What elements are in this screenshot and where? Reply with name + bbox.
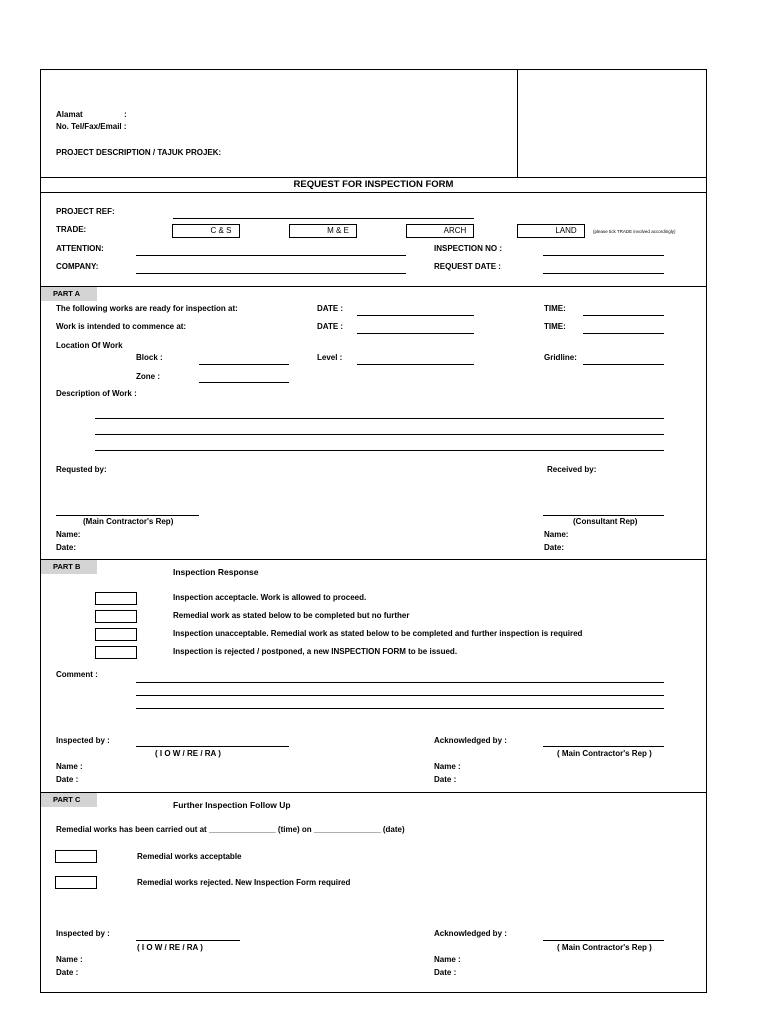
ready-date-field[interactable]	[357, 315, 474, 316]
part-b-acknowledged-signature-line[interactable]	[543, 746, 664, 747]
response-checkbox-4[interactable]	[95, 646, 137, 659]
comment-label: Comment :	[56, 670, 98, 679]
consultant-rep-caption: (Consultant Rep)	[573, 517, 638, 526]
project-ref-label: PROJECT REF:	[56, 207, 115, 216]
commence-time-field[interactable]	[583, 333, 664, 334]
part-b-inspected-signature-line[interactable]	[136, 746, 289, 747]
description-line-1[interactable]	[95, 418, 664, 419]
location-label: Location Of Work	[56, 341, 123, 350]
attention-label: ATTENTION:	[56, 244, 104, 253]
response-checkbox-2[interactable]	[95, 610, 137, 623]
trade-checkbox-land[interactable]	[517, 224, 585, 238]
zone-field[interactable]	[199, 382, 289, 383]
part-a-label: PART A	[41, 287, 97, 301]
part-c-date-left: Date :	[56, 968, 79, 977]
response-option-3: Inspection unacceptable. Remedial work as stated below to be completed and further inspection is required	[173, 629, 583, 638]
part-a-name-right: Name:	[544, 530, 569, 539]
project-ref-field[interactable]	[173, 218, 474, 219]
gridline-label: Gridline:	[544, 353, 577, 362]
part-b-date-right: Date :	[434, 775, 457, 784]
part-c-name-left: Name :	[56, 955, 83, 964]
part-b-divider	[41, 559, 706, 560]
form-title: REQUEST FOR INSPECTION FORM	[293, 179, 454, 190]
received-by-signature-line[interactable]	[543, 515, 664, 516]
part-b-name-left: Name :	[56, 762, 83, 771]
description-line-3[interactable]	[95, 450, 664, 451]
part-b-inspected-by: Inspected by :	[56, 736, 110, 745]
comment-line-1[interactable]	[136, 682, 664, 683]
remedial-rejected-checkbox[interactable]	[55, 876, 97, 889]
part-a-divider	[41, 286, 706, 287]
ready-text: The following works are ready for inspection at:	[56, 304, 238, 313]
part-a-date-left: Date:	[56, 543, 77, 552]
trade-checkbox-me[interactable]	[289, 224, 357, 238]
trade-land-label: LAND	[555, 226, 577, 235]
level-field[interactable]	[357, 364, 474, 365]
remedial-carried-out-text: Remedial works has been carried out at _______________ (time) on _______________ (date)	[56, 825, 405, 834]
part-b-acknowledged-by: Acknowledged by :	[434, 736, 507, 745]
part-c-inspected-by: Inspected by :	[56, 929, 110, 938]
response-option-2: Remedial work as stated below to be completed but no further	[173, 611, 410, 620]
trade-checkbox-cs[interactable]	[172, 224, 240, 238]
gridline-field[interactable]	[583, 364, 664, 365]
part-c-iow-caption: ( I O W / RE / RA )	[137, 943, 203, 952]
commence-date-field[interactable]	[357, 333, 474, 334]
part-c-acknowledged-signature-line[interactable]	[543, 940, 664, 941]
response-checkbox-1[interactable]	[95, 592, 137, 605]
remedial-acceptable-label: Remedial works acceptable	[137, 852, 242, 861]
part-c-date-right: Date :	[434, 968, 457, 977]
commence-date-label: DATE :	[317, 322, 344, 331]
ready-date-label: DATE :	[317, 304, 344, 313]
commence-text: Work is intended to commence at:	[56, 322, 187, 331]
description-label: Description of Work :	[56, 389, 137, 398]
part-c-acknowledged-by: Acknowledged by :	[434, 929, 507, 938]
trade-me-label: M & E	[327, 226, 349, 235]
block-label: Block :	[136, 353, 163, 362]
trade-checkbox-arch[interactable]	[406, 224, 474, 238]
level-label: Level :	[317, 353, 343, 362]
alamat-label: Alamat	[56, 110, 83, 119]
trade-arch-label: ARCH	[443, 226, 467, 235]
project-description-label: PROJECT DESCRIPTION / TAJUK PROJEK:	[56, 148, 222, 157]
ready-time-field[interactable]	[583, 315, 664, 316]
block-field[interactable]	[199, 364, 289, 365]
attention-field[interactable]	[136, 255, 406, 256]
part-c-divider	[41, 792, 706, 793]
part-b-iow-caption: ( I O W / RE / RA )	[155, 749, 221, 758]
remedial-acceptable-checkbox[interactable]	[55, 850, 97, 863]
contact-label: No. Tel/Fax/Email :	[56, 122, 127, 131]
commence-time-label: TIME:	[544, 322, 566, 331]
title-divider	[41, 192, 706, 193]
part-c-inspected-signature-line[interactable]	[136, 940, 240, 941]
part-c-label: PART C	[41, 793, 97, 807]
inspection-no-label: INSPECTION NO :	[434, 244, 503, 253]
part-a-date-right: Date:	[544, 543, 565, 552]
zone-label: Zone :	[136, 372, 160, 381]
inspection-no-field[interactable]	[543, 255, 664, 256]
part-b-name-right: Name :	[434, 762, 461, 771]
part-a-name-left: Name:	[56, 530, 81, 539]
description-line-2[interactable]	[95, 434, 664, 435]
response-option-1: Inspection acceptacle. Work is allowed to proceed.	[173, 593, 367, 602]
comment-line-2[interactable]	[136, 695, 664, 696]
requested-by-label: Requsted by:	[56, 465, 107, 474]
requested-by-signature-line[interactable]	[56, 515, 199, 516]
part-c-name-right: Name :	[434, 955, 461, 964]
comment-line-3[interactable]	[136, 708, 664, 709]
part-b-label: PART B	[41, 560, 97, 574]
company-label: COMPANY:	[56, 262, 99, 271]
request-date-label: REQUEST DATE :	[434, 262, 501, 271]
request-date-field[interactable]	[543, 273, 664, 274]
follow-up-heading: Further Inspection Follow Up	[173, 800, 291, 810]
part-c-main-contractor-caption: ( Main Contractor's Rep )	[557, 943, 652, 952]
alamat-colon: :	[124, 110, 127, 119]
inspection-response-heading: Inspection Response	[173, 567, 259, 577]
part-b-date-left: Date :	[56, 775, 79, 784]
trade-note: (please tick TRADE involved accordingly)	[593, 229, 676, 234]
ready-time-label: TIME:	[544, 304, 566, 313]
header-divider-vertical	[517, 70, 518, 177]
response-checkbox-3[interactable]	[95, 628, 137, 641]
company-field[interactable]	[136, 273, 406, 274]
main-contractor-rep-caption: (Main Contractor's Rep)	[83, 517, 174, 526]
remedial-rejected-label: Remedial works rejected. New Inspection Form required	[137, 878, 351, 887]
trade-label: TRADE:	[56, 225, 87, 234]
part-b-main-contractor-caption: ( Main Contractor's Rep )	[557, 749, 652, 758]
response-option-4: Inspection is rejected / postponed, a new INSPECTION FORM to be issued.	[173, 647, 458, 656]
received-by-label: Received by:	[547, 465, 597, 474]
trade-cs-label: C & S	[210, 226, 232, 235]
